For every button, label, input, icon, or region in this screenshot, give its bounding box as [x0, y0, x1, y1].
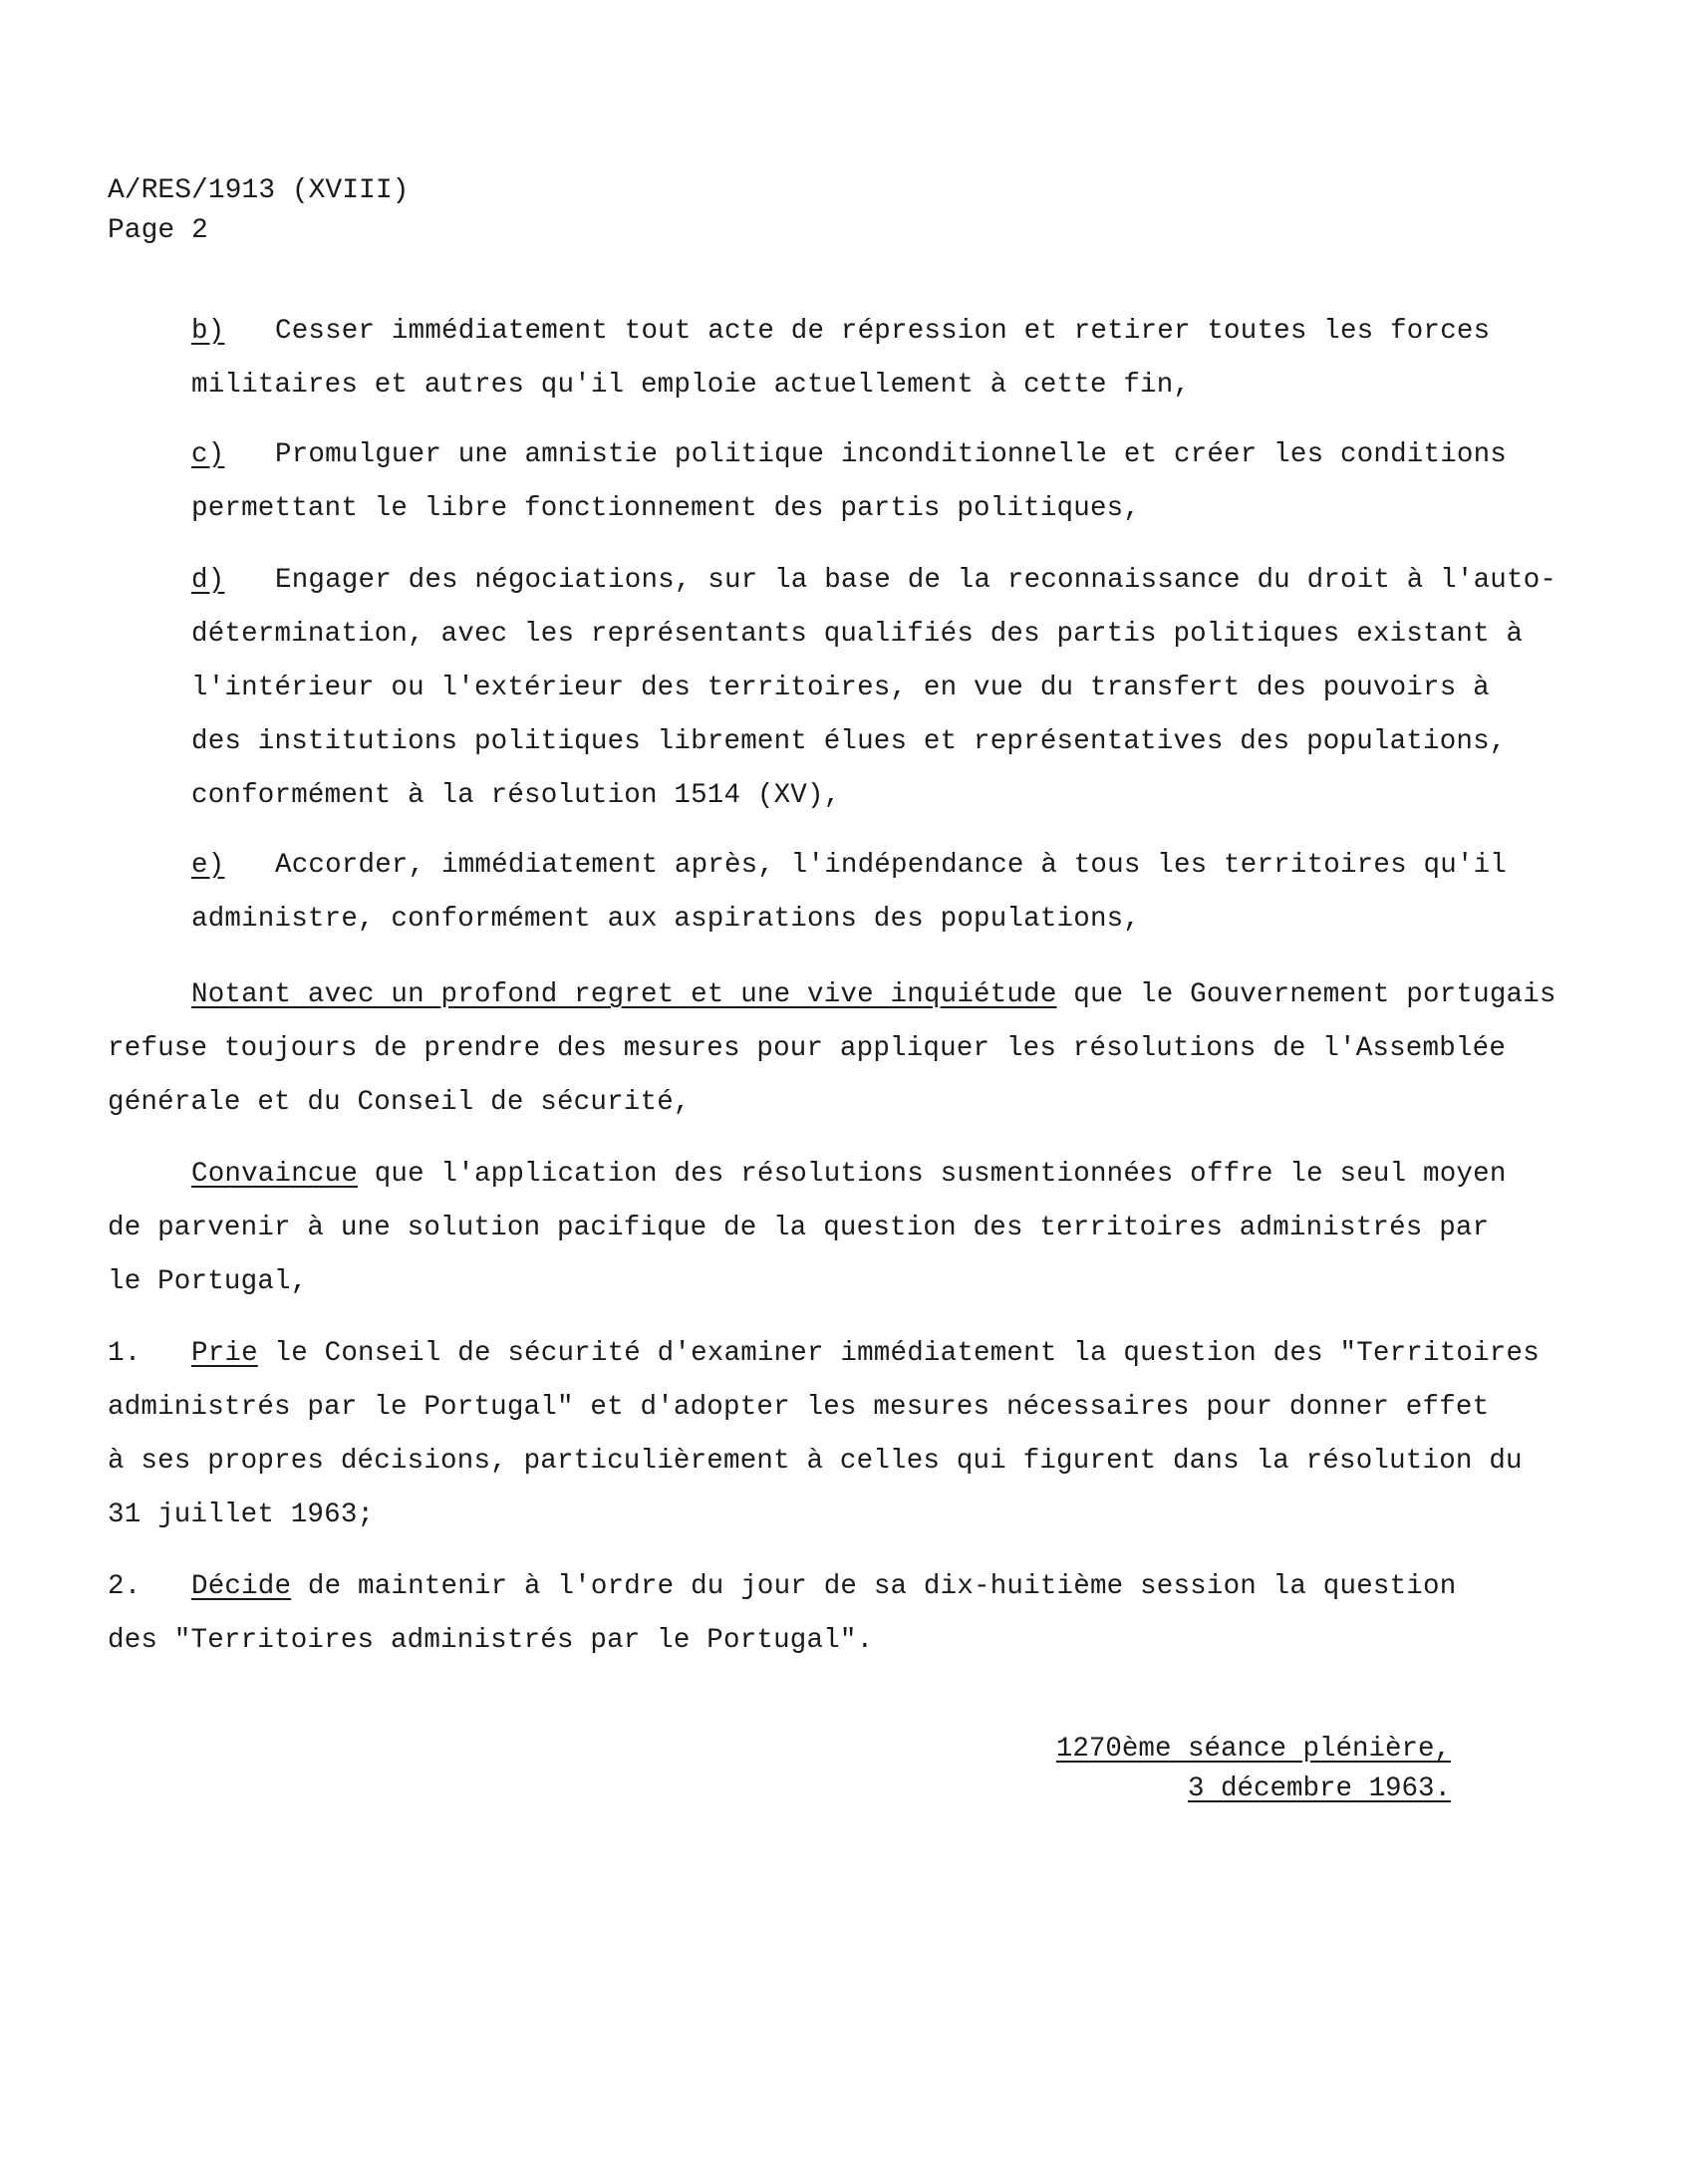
item-line: Cesser immédiatement tout acte de répression et retirer toutes les forces [275, 316, 1491, 347]
item-d [191, 554, 1566, 823]
item-line: des institutions politiques librement élues et représentatives des populations, [191, 726, 1507, 757]
operative-paragraph-1 [108, 1327, 1582, 1542]
item-line: militaires et autres qu'il emploie actuellement à cette fin, [191, 370, 1191, 401]
document-header [108, 171, 409, 251]
operative-paragraph-2 [108, 1560, 1582, 1668]
paragraph-line: refuse toujours de prendre des mesures pour appliquer les résolutions de l'Assemblée [108, 1033, 1507, 1064]
paragraph-text: de maintenir à l'ordre du jour de sa dix-huitième session la question [291, 1571, 1457, 1602]
item-line: conformément à la résolution 1514 (XV), [191, 780, 841, 811]
paragraph-text: que le Gouvernement portugais [1056, 979, 1556, 1010]
item-line: Promulguer une amnistie politique inconditionnelle et créer les conditions [275, 439, 1507, 470]
item-marker: b) [191, 316, 225, 347]
item-e [191, 839, 1566, 947]
item-marker: e) [191, 850, 225, 881]
item-line: administre, conformément aux aspirations des populations, [191, 904, 1141, 935]
item-line: l'intérieur ou l'extérieur des territoires, en vue du transfert des pouvoirs à [191, 673, 1490, 703]
paragraph-number: 1. [108, 1338, 141, 1369]
paragraph-line: de parvenir à une solution pacifique de la question des territoires administrés par [108, 1213, 1490, 1243]
item-line: Engager des négociations, sur la base de la reconnaissance du droit à l'auto- [275, 565, 1557, 596]
page-number: Page 2 [108, 215, 208, 246]
meeting-name: 1270ème séance plénière, [1055, 1734, 1451, 1765]
item-line: permettant le libre fonctionnement des partis politiques, [191, 493, 1141, 524]
paragraph-text: le Conseil de sécurité d'examiner immédiatement la question des "Territoires [257, 1338, 1540, 1369]
paragraph-line: générale et du Conseil de sécurité, [108, 1087, 691, 1118]
paragraph-line: le Portugal, [108, 1266, 308, 1297]
paragraph-line: administrés par le Portugal" et d'adopter les mesures nécessaires pour donner effet [108, 1392, 1490, 1423]
item-b [191, 305, 1566, 412]
item-line: Accorder, immédiatement après, l'indépendance à tous les territoires qu'il [275, 850, 1507, 881]
paragraph-line: 31 juillet 1963; [108, 1500, 375, 1530]
paragraph-lead: Décide [191, 1571, 292, 1602]
item-line: détermination, avec les représentants qualifiés des partis politiques existant à [191, 619, 1524, 650]
item-marker: d) [191, 565, 225, 596]
paragraph-lead: Convaincue [191, 1159, 359, 1190]
paragraph-line: des "Territoires administrés par le Portugal". [108, 1625, 874, 1656]
document-symbol: A/RES/1913 (XVIII) [108, 175, 410, 206]
paragraph-number: 2. [108, 1571, 141, 1602]
convaincue-paragraph [108, 1148, 1582, 1309]
paragraph-line: à ses propres décisions, particulièrement à celles qui figurent dans la résolution du [108, 1446, 1523, 1477]
meeting-date: 3 décembre 1963. [1187, 1774, 1451, 1804]
meeting-signature [1056, 1730, 1451, 1809]
paragraph-lead: Notant avec un profond regret et une vive inquiétude [191, 979, 1057, 1010]
paragraph-text: que l'application des résolutions susmentionnées offre le seul moyen [358, 1159, 1507, 1190]
notant-paragraph [108, 968, 1582, 1130]
item-c [191, 428, 1566, 536]
paragraph-lead: Prie [191, 1338, 258, 1369]
item-marker: c) [191, 439, 225, 470]
